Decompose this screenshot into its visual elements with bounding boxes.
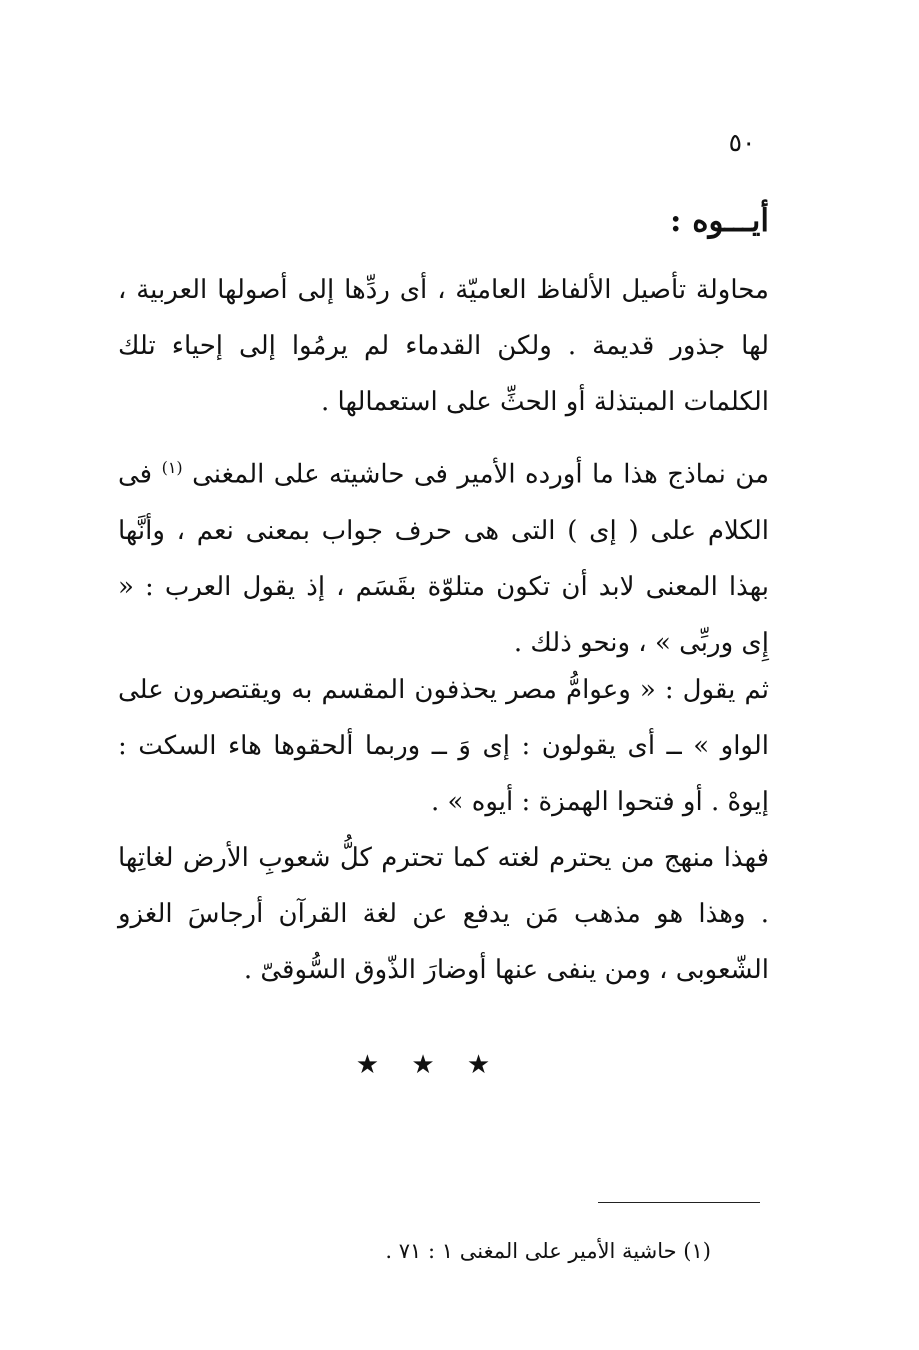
- page-number: ٥٠: [728, 128, 756, 157]
- footnote-reference: (١): [161, 458, 183, 477]
- paragraph-4: فهذا منهج من يحترم لغته كما تحترم كلُّ شعوبِ الأرض لغاتِها . وهذا هو مذهب مَن يدفع عن لغة القرآن أرجاسَ الغزو الشّعوبى ، ومن ينفى عنها أوضارَ الذّوق السُّوقىّ .: [118, 843, 769, 985]
- paragraph-1: محاولة تأصيل الألفاظ العاميّة ، أى ردِّها إلى أصولها العربية ، لها جذور قديمة . ولكن القدماء لم يرمُوا إلى إحياء تلك الكلمات المبتذلة أو الحثِّ على استعمالها .: [118, 275, 769, 417]
- paragraph-2-text-end: فى الكلام على ( إى ) التى هى حرف جواب بمعنى نعم ، وأنَّها بهذا المعنى لابد أن تكون متلوّة بقَسَم ، إذ يقول العرب : « إِى وربِّى » ، ونحو ذلك .: [118, 459, 769, 658]
- section-separator-stars: ★ ★ ★: [355, 1050, 503, 1080]
- paragraph-2-text-start: من نماذج هذا ما أورده الأمير فى حاشيته على المغنى: [192, 459, 770, 490]
- footnote-divider: [598, 1202, 760, 1203]
- paragraph-2: [118, 440, 769, 671]
- paragraph-3: ثم يقول : « وعوامُّ مصر يحذفون المقسم به ويقتصرون على الواو » ــ أى يقولون : إى وَ ــ وربما ألحقوها هاء السكت : إيوهْ . أو فتحوا الهمزة : أيوه » .: [118, 675, 769, 817]
- section-heading: أيـــوه :: [670, 203, 769, 239]
- footnote: (١) حاشية الأمير على المغنى ١ : ٧١ .: [385, 1239, 711, 1263]
